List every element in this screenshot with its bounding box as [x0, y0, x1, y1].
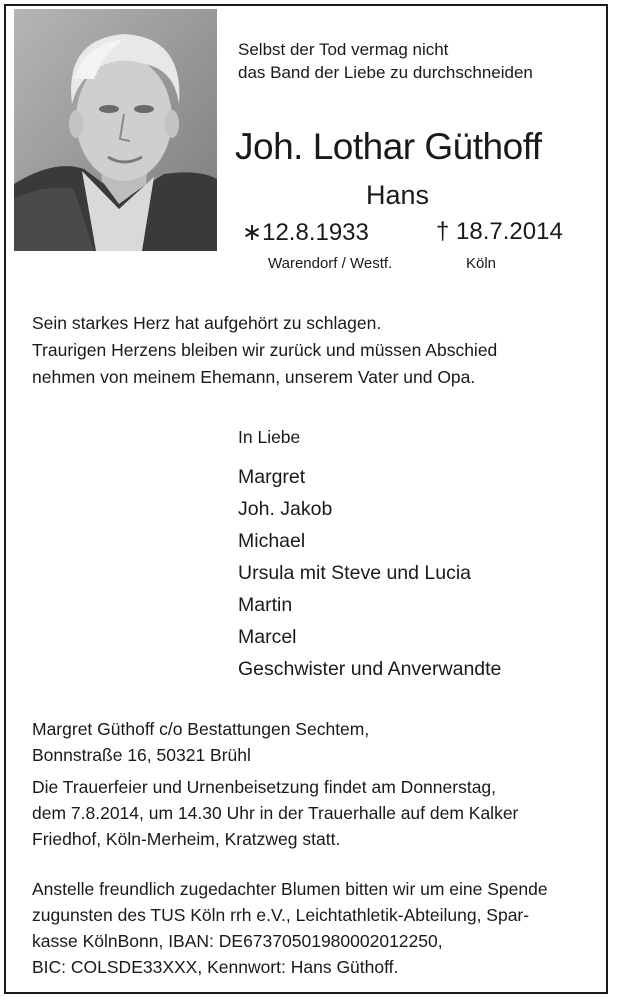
donation-line: BIC: COLSDE33XXX, Kennwort: Hans Güthoff.	[32, 957, 399, 977]
list-item: Geschwister und Anverwandte	[238, 658, 502, 680]
donation-request	[32, 876, 548, 980]
contact-line: Bonnstraße 16, 50321 Brühl	[32, 745, 251, 765]
list-item: Michael	[238, 530, 306, 552]
portrait-photo-icon	[14, 9, 217, 251]
service-line: Die Trauerfeier und Urnenbeisetzung findet am Donnerstag,	[32, 777, 497, 797]
mourners-heading: In Liebe	[238, 427, 301, 447]
list-item: Joh. Jakob	[238, 498, 333, 520]
motto	[238, 38, 533, 84]
contact-address	[32, 716, 369, 768]
birth-date: ∗12.8.1933	[242, 219, 369, 246]
mourners-list	[238, 461, 501, 685]
birth-place: Warendorf / Westf.	[268, 255, 393, 272]
deceased-nickname: Hans	[366, 180, 430, 210]
death-date: † 18.7.2014	[436, 218, 563, 245]
funeral-service-info	[32, 774, 518, 852]
donation-line: kasse KölnBonn, IBAN: DE67370501980002012250,	[32, 931, 443, 951]
death-place: Köln	[466, 255, 497, 272]
obituary-card	[4, 4, 608, 994]
intro-line: Traurigen Herzens bleiben wir zurück und müssen Abschied	[32, 340, 498, 360]
portrait-photo	[14, 9, 217, 251]
donation-line: Anstelle freundlich zugedachter Blumen bitten wir um eine Spende	[32, 879, 548, 899]
service-line: Friedhof, Köln-Merheim, Kratzweg statt.	[32, 829, 341, 849]
intro-line: Sein starkes Herz hat aufgehört zu schlagen.	[32, 313, 382, 333]
motto-line: das Band der Liebe zu durchschneiden	[238, 63, 533, 82]
list-item: Martin	[238, 594, 293, 616]
list-item: Marcel	[238, 626, 297, 648]
list-item: Ursula mit Steve und Lucia	[238, 562, 472, 584]
list-item: Margret	[238, 466, 306, 488]
intro-text	[32, 310, 497, 391]
deceased-name: Joh. Lothar Güthoff	[235, 126, 542, 167]
service-line: dem 7.8.2014, um 14.30 Uhr in der Trauerhalle auf dem Kalker	[32, 803, 519, 823]
contact-line: Margret Güthoff c/o Bestattungen Sechtem,	[32, 719, 370, 739]
donation-line: zugunsten des TUS Köln rrh e.V., Leichtathletik-Abteilung, Spar-	[32, 905, 530, 925]
intro-line: nehmen von meinem Ehemann, unserem Vater und Opa.	[32, 367, 476, 387]
motto-line: Selbst der Tod vermag nicht	[238, 40, 449, 59]
